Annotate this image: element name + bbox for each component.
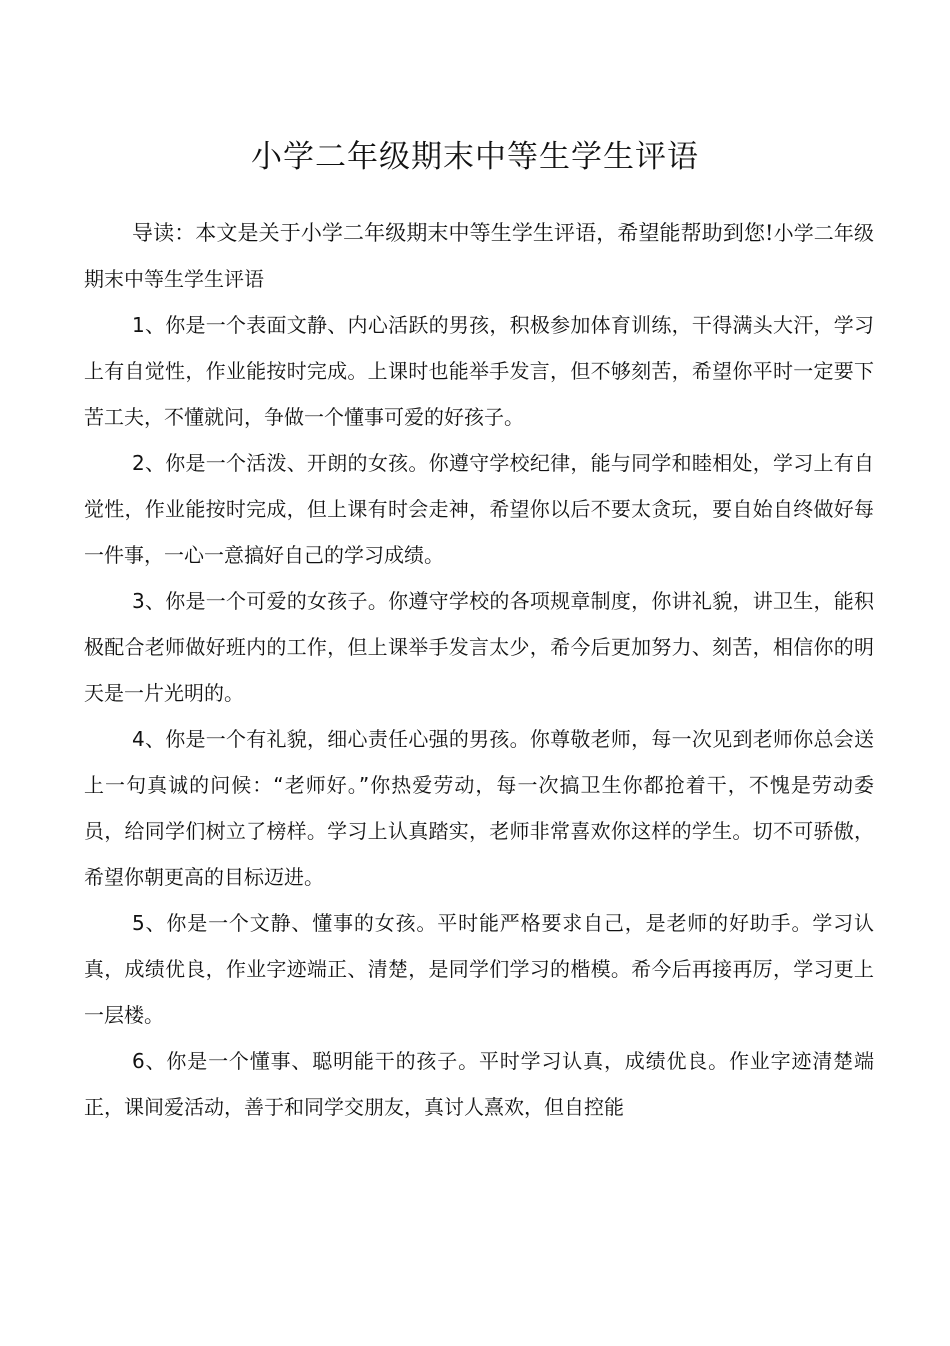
document-body: [84, 210, 874, 1130]
comment-paragraph-6: 6、你是一个懂事、聪明能干的孩子。平时学习认真，成绩优良。作业字迹清楚端正，课间爱活动，善于和同学交朋友，真讨人熹欢，但自控能: [84, 1049, 874, 1119]
intro-subtitle: 小学二年级期末中等生学生评语: [84, 221, 875, 291]
comment-paragraph-3: 3、你是一个可爱的女孩子。你遵守学校的各项规章制度，你讲礼貌，讲卫生，能积极配合老师做好班内的工作，但上课举手发言太少，希今后更加努力、刻苦，相信你的明天是一片光明的。: [84, 589, 874, 705]
intro-paragraph: [84, 210, 874, 302]
comment-paragraph-5: 5、你是一个文静、懂事的女孩。平时能严格要求自己，是老师的好助手。学习认真，成绩优良，作业字迹端正、清楚，是同学们学习的楷模。希今后再接再厉，学习更上一层楼。: [84, 911, 874, 1027]
comment-paragraph-1: 1、你是一个表面文静、内心活跃的男孩，积极参加体育训练，干得满头大汗，学习上有自觉性，作业能按时完成。上课时也能举手发言，但不够刻苦，希望你平时一定要下苦工夫，不懂就问，争做一个懂事可爱的好孩子。: [84, 313, 874, 429]
comment-paragraph-2: 2、你是一个活泼、开朗的女孩。你遵守学校纪律，能与同学和睦相处，学习上有自觉性，作业能按时完成，但上课有时会走神，希望你以后不要太贪玩，要自始自终做好每一件事，一心一意搞好自己的学习成绩。: [84, 451, 874, 567]
page-title: 小学二年级期末中等生学生评语: [251, 139, 699, 175]
comment-paragraph-4: 4、你是一个有礼貌，细心责任心强的男孩。你尊敬老师，每一次见到老师你总会送上一句真诚的问候：“老师好。”你热爱劳动，每一次搞卫生你都抢着干，不愧是劳动委员，给同学们树立了榜样。学习上认真踏实，老师非常喜欢你这样的学生。切不可骄傲，希望你朝更高的目标迈进。: [84, 727, 874, 889]
intro-lead: 导读：本文是关于小学二年级期末中等生学生评语，希望能帮助到您!: [132, 221, 774, 245]
